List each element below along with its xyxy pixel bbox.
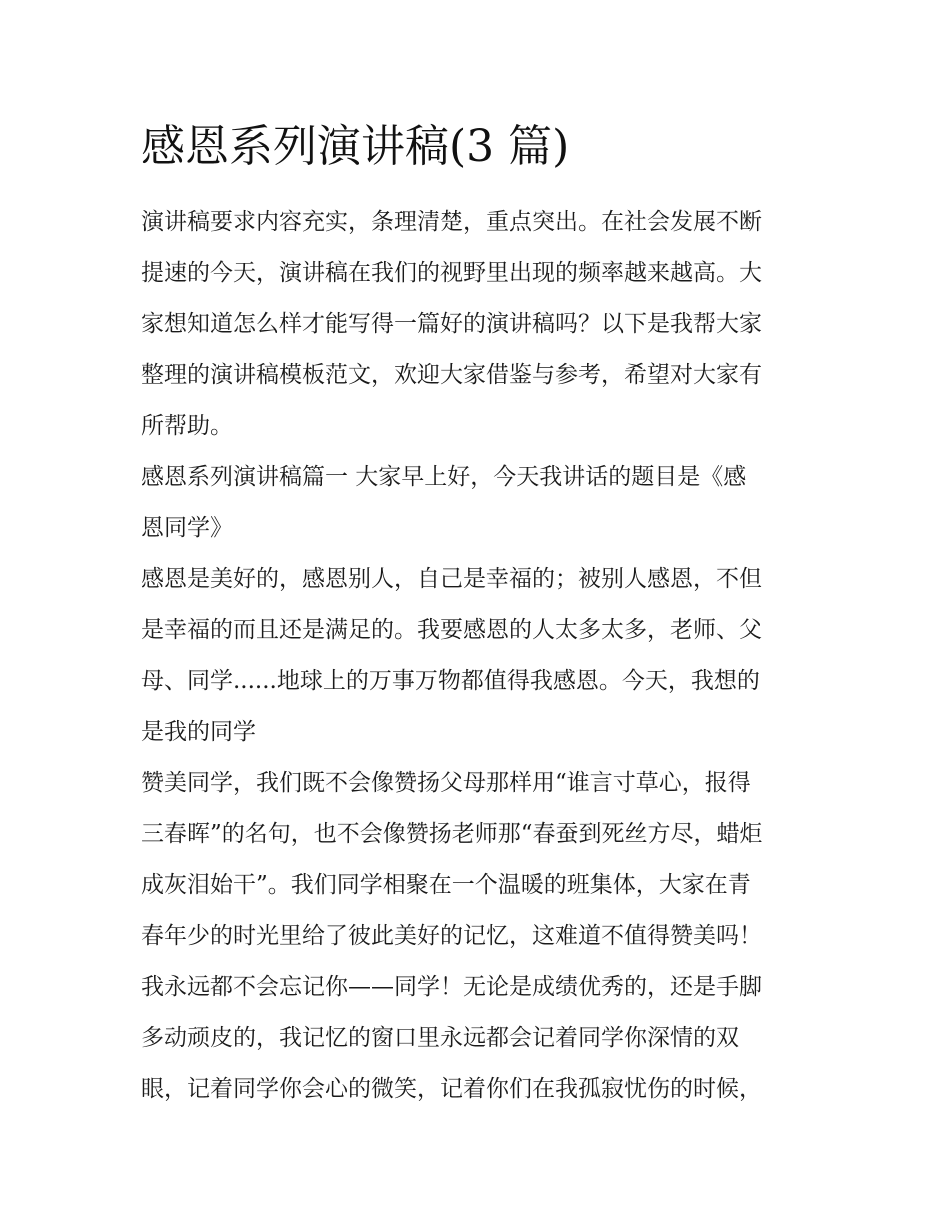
text-line: 春年少的时光里给了彼此美好的记忆，这难道不值得赞美吗！	[141, 923, 762, 949]
document-title: 感恩系列演讲稿(3 篇)	[141, 121, 570, 172]
text-line: 恩同学》	[141, 515, 233, 541]
text-line: 感恩是美好的，感恩别人，自己是幸福的；被别人感恩，不但	[141, 566, 762, 592]
paragraph-intro	[141, 197, 813, 452]
text-line: 家想知道怎么样才能写得一篇好的演讲稿吗？以下是我帮大家	[141, 311, 762, 337]
text-line: 成灰泪始干”。我们同学相聚在一个温暖的班集体，大家在青	[141, 872, 751, 898]
text-line: 多动顽皮的，我记忆的窗口里永远都会记着同学你深情的双	[141, 1025, 739, 1051]
text-line: 母、同学......地球上的万事万物都值得我感恩。今天，我想的	[141, 668, 760, 694]
text-line: 赞美同学，我们既不会像赞扬父母那样用“谁言寸草心，报得	[141, 770, 751, 796]
text-line: 眼，记着同学你会心的微笑，记着你们在我孤寂忧伤的时候，	[141, 1076, 762, 1102]
text-line: 演讲稿要求内容充实，条理清楚，重点突出。在社会发展不断	[141, 209, 762, 235]
text-line: 感恩系列演讲稿篇一 大家早上好，今天我讲话的题目是《感	[141, 464, 747, 490]
text-line: 是我的同学	[141, 719, 256, 745]
paragraph-praise-classmates	[141, 758, 813, 1115]
document-body	[141, 197, 813, 1115]
text-line: 是幸福的而且还是满足的。我要感恩的人太多太多，老师、父	[141, 617, 762, 643]
paragraph-gratitude	[141, 554, 813, 758]
text-line: 提速的今天，演讲稿在我们的视野里出现的频率越来越高。大	[141, 260, 762, 286]
text-line: 我永远都不会忘记你——同学！无论是成绩优秀的，还是手脚	[141, 974, 762, 1000]
text-line: 所帮助。	[141, 413, 233, 439]
text-line: 整理的演讲稿模板范文，欢迎大家借鉴与参考，希望对大家有	[141, 362, 762, 388]
paragraph-speech-one-heading	[141, 452, 813, 554]
text-line: 三春晖”的名句，也不会像赞扬老师那“春蚕到死丝方尽，蜡炬	[141, 821, 763, 847]
